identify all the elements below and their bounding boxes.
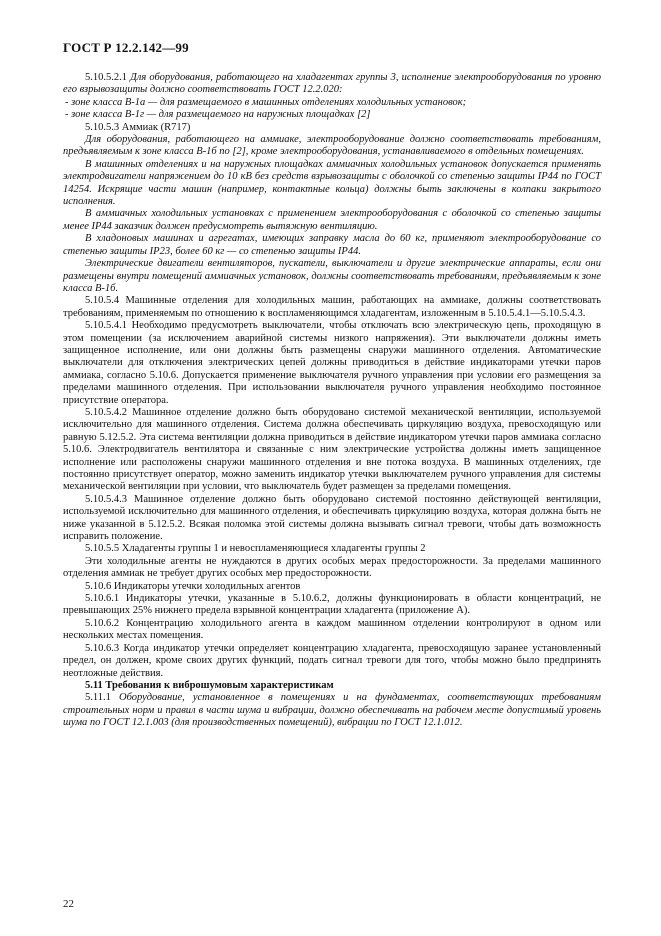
paragraph: В аммиачных холодильных установках с применением электрооборудования с оболочкой со степенью защиты менее IP44 заказчик должен предусмотреть вытяжную вентиляцию.	[63, 208, 601, 232]
paragraph: Электрические двигатели вентиляторов, пускатели, выключатели и другие электрические аппараты, если они размещены внутри помещений аммиачных установок, должны соответствовать требованиям, предъявляемым к зоне класса В-1б.	[63, 258, 601, 294]
clause-heading: 5.10.5.5 Хладагенты группы 1 и невоспламеняющиеся хладагенты группы 2	[85, 543, 426, 555]
paragraph	[63, 72, 601, 97]
paragraph: 5.10.6.3 Когда индикатор утечки определяет концентрацию хладагента, превосходящую заранее установленный предел, он должен, кроме своих других функций, подать сигнал тревоги для того, чтобы можно было предпринять неотложные действия.	[63, 642, 601, 679]
paragraph: 5.10.6.1 Индикаторы утечки, указанные в 5.10.6.2, должны функционировать в области концентраций, не превышающих 25% нижнего предела взрывной концентрации хладагента (приложение А).	[63, 593, 601, 617]
page-number: 22	[63, 898, 74, 910]
paragraph: 5.10.5.4.3 Машинное отделение должно быть оборудовано системой постоянно действующей вентиляции, используемой исключительно для машинного отделения, и обеспечивать циркуляцию воздуха, которая должна быть не ниже указанной в 5.12.5.2. Всякая поломка этой системы должна вызывать сигнал тревоги, чтобы дать возможность исправить положение.	[63, 493, 601, 543]
list-item: - зоне класса В-1а — для размещаемого в машинных отделениях холодильных установок;	[65, 96, 467, 108]
list-item: - зоне класса В-1г — для размещаемого на наружных площадках [2]	[65, 109, 371, 121]
clause-number: 5.10.5.2.1	[85, 72, 127, 83]
paragraph: 5.10.5.4 Машинные отделения для холодильных машин, работающих на аммиаке, должны соответствовать требованиям, применяемым по отношению к воспламеняющимся хладагентам, изложенным в 5.10.5.4.1—5.10.5.4.3.	[63, 295, 601, 319]
clause-heading: 5.10.5.3 Аммиак (R717)	[85, 121, 191, 133]
paragraph	[63, 692, 601, 729]
document-header: ГОСТ Р 12.2.142—99	[63, 40, 189, 55]
paragraph: Эти холодильные агенты не нуждаются в других особых мерах предосторожности. За пределами машинного отделения аммиак не требует других особых мер предосторожности.	[63, 555, 601, 580]
document-body	[63, 72, 601, 730]
clause-text: Оборудование, установленное в помещениях и на фундаментах, соответствующих требованиям строительных норм и правил в части шума и вибрации, должно обеспечивать на рабочем месте допустимый уровень шума по ГОСТ 12.1.003 (для производственных помещений), вибрации по ГОСТ 12.1.012.	[63, 692, 602, 729]
paragraph: 5.10.5.4.1 Необходимо предусмотреть выключатели, чтобы отключать всю электрическую цепь, проходящую в этом помещении (за исключением аварийной системы низкого напряжения). Эти выключатели должны иметь защищенное исполнение, или они должны быть размещены снаружи машинного отделения. Автоматические выключатели для отключения электрических цепей должны приводиться в действие индикаторами утечки паров аммиака, согласно 5.10.6. Допускается применение выключателя ручного управления при условии его размещения за пределами машинного отделения. При использовании выключателя ручного управления необходимо постоянное присутствие оператора.	[63, 320, 601, 406]
section-heading: 5.11 Требования к виброшумовым характеристикам	[85, 679, 334, 691]
paragraph: В машинных отделениях и на наружных площадках аммиачных холодильных установок допускается применять электродвигатели напряжением до 10 кВ без средств взрывозащиты с оболочкой со степенью защиты IP44 по ГОСТ 14254. Искрящие части машин (например, контактные кольца) должны быть заключены в колпаки закрытого исполнения.	[63, 158, 601, 208]
paragraph: В хладоновых машинах и агрегатах, имеющих заправку масла до 60 кг, применяют электрооборудование со степенью защиты IP23, более 60 кг — со степенью защиты IP44.	[63, 233, 601, 257]
clause-text: Для оборудования, работающего на хладагентах группы 3, исполнение электрооборудования по уровню его взрывозащиты должно соответствовать ГОСТ 12.2.020:	[63, 72, 601, 96]
paragraph: 5.10.6.2 Концентрацию холодильного агента в каждом машинном отделении контролируют в одном или нескольких местах помещения.	[63, 617, 601, 642]
clause-heading: 5.10.6 Индикаторы утечки холодильных агентов	[85, 580, 301, 592]
paragraph: 5.10.5.4.2 Машинное отделение должно быть оборудовано системой механической вентиляции, используемой исключительно для машинного отделения. Система должна обеспечивать циркуляцию воздуха, превосходящую или равную 5.12.5.2. Эта система вентиляции должна приводиться в действие индикатором утечки паров аммиака согласно 5.10.6. Электродвигатель вентилятора и связанные с ним электрические устройства должны иметь защищенное исполнение или расположены снаружи машинного отделения и вне потока воздуха. В машинных отделениях, где постоянно присутствует оператор, можно заменить индикатор утечки выключателем ручного управления для системы механической вентиляции при условии, что выключатель будет размещен за пределами помещения.	[63, 406, 601, 493]
paragraph: Для оборудования, работающего на аммиаке, электрооборудование должно соответствовать требованиям, предъявляемым к зоне класса В-1б по [2], кроме электрооборудования, устанавливаемого в отдельных помещениях.	[63, 134, 601, 158]
clause-number: 5.11.1	[85, 692, 111, 704]
